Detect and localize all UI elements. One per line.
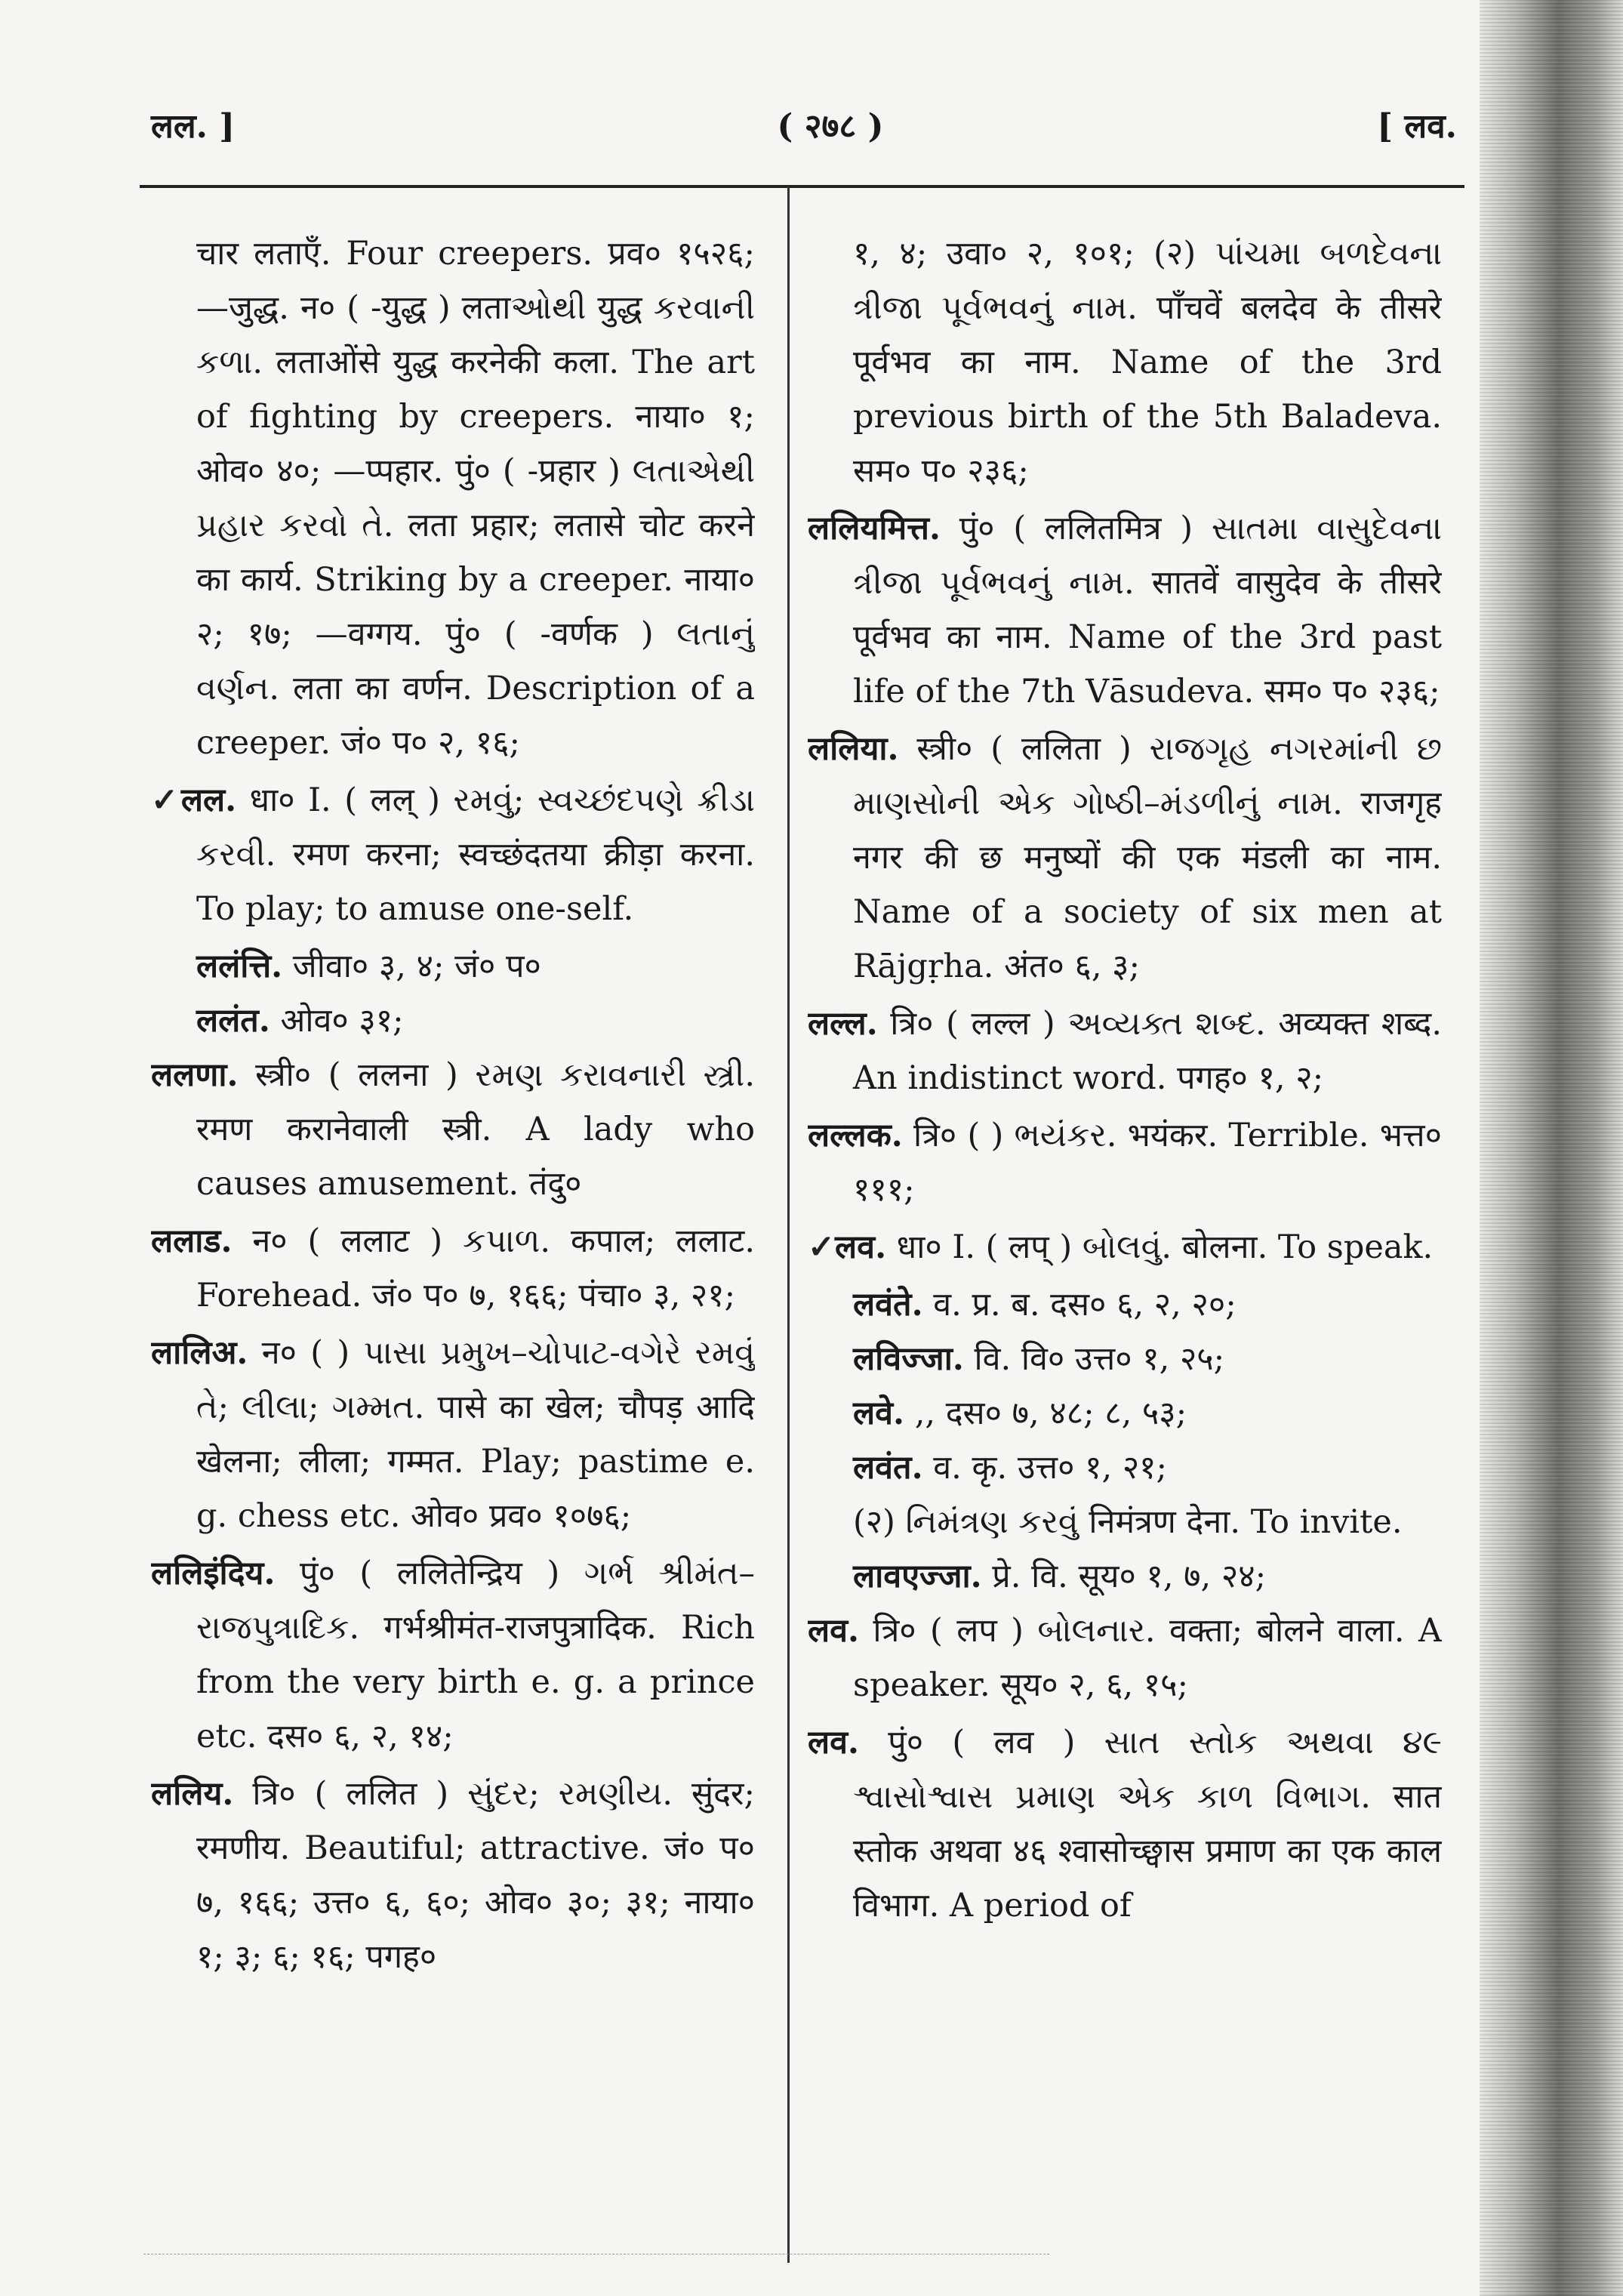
right-column [808, 227, 1442, 2235]
dictionary-entry [151, 1214, 755, 1323]
dictionary-entry [808, 1220, 1442, 1274]
dictionary-entry [151, 1326, 755, 1543]
entry-definition: व. कृ. उत्त० १, २१; [922, 1449, 1168, 1487]
entry-definition: ओव० ३१; [269, 1002, 404, 1040]
headword: ललंत्ति. [196, 948, 283, 985]
headword: ललिय. [151, 1775, 234, 1813]
check-mark-icon: ✓ [808, 1228, 836, 1266]
entry-definition: व. प्र. ब. दस० ६, २, २०; [922, 1286, 1236, 1324]
headword: लल. [180, 781, 237, 819]
dictionary-entry [151, 1048, 755, 1211]
headword: लव. [808, 1612, 860, 1650]
sub-entry [151, 994, 755, 1048]
entry-definition: धा० I. ( लप् ) બોલવું. बोलना. To speak. [886, 1228, 1434, 1266]
entry-definition: स्त्री० ( ललिता ) રાજગૃહ નગરમાંની છ માણસોની એક ગોષ્ઠી–મંડળીનું નામ. राजगृह नगर की छ मनुष्यों की एक मंडली का नाम. Name of a society of six men at Rājgṛha. अंत० ६, ३; [853, 730, 1442, 985]
dictionary-entry [808, 1108, 1442, 1217]
entry-definition: वि. वि० उत्त० १, २५; [963, 1340, 1225, 1378]
headword: लालिअ. [151, 1334, 248, 1372]
entry-definition: त्रि० ( ललित ) સુંદર; રમણીય. सुंदर; रमणीय. Beautiful; attractive. जं० प० ७, १६६; उत्त० ६, ६०; ओव० ३०; ३१; नाया० १; ३; ६; १६; पगह० [196, 1775, 755, 1976]
headword: ललणा. [151, 1056, 239, 1094]
headword: ललंत. [196, 1002, 270, 1040]
entry-definition: न० ( ) પાસા પ્રમુખ–ચોપાટ-વગેરે રમવું તે; લીલા; ગમ્મત. पासे का खेल; चौपड़ आदि खेलना; लीला; गम्मत. Play; pastime e. g. chess etc. ओव० प्रव० १०७६; [196, 1334, 755, 1535]
headword: लावएज्जा. [853, 1558, 982, 1595]
entry-definition: न० ( ललाट ) કપાળ. कपाल; ललाट. Forehead. जं० प० ७, १६६; पंचा० ३, २१; [196, 1222, 755, 1314]
entry-definition: जीवा० ३, ४; जं० प० [282, 948, 541, 985]
header-left-guide-word: लल. ] [151, 107, 236, 146]
headword: लवंते. [853, 1286, 923, 1324]
sub-entry [151, 939, 755, 994]
entry-definition: (२) નિમંત્રણ કરવું निमंत्रण देना. To invite. [853, 1503, 1403, 1541]
column-divider [787, 186, 790, 2263]
left-column [151, 227, 755, 2235]
dictionary-entry [151, 1767, 755, 1984]
entry-definition: त्रि० ( लप ) બોલનાર. वक्ता; बोलने वाला. A speaker. सूय० २, ६, १५; [853, 1612, 1442, 1704]
entry-definition: चार लताएँ. Four creepers. प्रव० १५२६; —जुद्ध. न० ( -युद्ध ) लताઓથી युद्ध કરવાની કળા. लताओंसे युद्ध करनेकी कला. The art of fighting by creepers. नाया० १; ओव० ४०; —प्पहार. पुं० ( -प्रहार ) લતાએથી પ્રહાર કરવો તે. लता प्रहार; लतासे चोट करने का कार्य. Striking by a creeper. नाया० २; १७; —वग्गय. पुं० ( -वर्णक ) લતાનું વર્ણન. लता का वर्णन. Description of a creeper. जं० प० २, १६; [196, 235, 755, 762]
entry-definition: स्त्री० ( ललना ) રમણ કરાવનારી સ્ત્રી. रमण करानेवाली स्त्री. A lady who causes amusement. तंदु० [196, 1056, 755, 1203]
dictionary-entry [808, 997, 1442, 1105]
entry-definition: त्रि० ( लल्ल ) અવ્યક્ત શબ્દ. अव्यक्त शब्द. An indistinct word. पगह० १, २; [853, 1005, 1442, 1097]
sub-entry [808, 1549, 1442, 1604]
sub-entry [808, 1495, 1442, 1549]
entry-definition: पुं० ( लव ) સાત સ્તોક અથવા ૪૯ શ્વાસોશ્વાસ પ્રમાણ એક કાળ વિભાગ. सात स्तोक अथवा ४६ श्वासोच्छ्वास प्रमाण का एक काल विभाग. A period of [853, 1724, 1442, 1925]
entry-definition: धा० I. ( लल् ) રમવું; સ્વચ્છંદપણે ક્રીડા કરવી. रमण करना; स्वच्छंदतया क्रीड़ा करना. To play; to amuse one-self. [196, 781, 755, 928]
entry-definition: १, ४; उवा० २, १०१; (२) પાંચમા બળદેવના ત્રીજા પૂર્વભવનું નામ. पाँचवें बलदेव के तीसरे पूर्वभव का नाम. Name of the 3rd previous birth of the 5th Baladeva. सम० प० २३६; [853, 235, 1442, 490]
headword: लल्ल. [808, 1005, 878, 1043]
sub-entry [808, 1386, 1442, 1441]
headword: ललिया. [808, 730, 899, 768]
sub-entry [808, 1441, 1442, 1495]
dictionary-entry [808, 1715, 1442, 1933]
dictionary-entry [808, 501, 1442, 719]
dictionary-entry [808, 227, 1442, 498]
headword: लवंत. [853, 1449, 923, 1487]
headword: ललाड. [151, 1222, 233, 1260]
headword: लव. [835, 1228, 887, 1266]
headword: ललियमित्त. [808, 510, 941, 547]
entry-definition: ,, दस० ७, ४८; ८, ५३; [904, 1395, 1187, 1432]
page-number: ( २७८ ) [777, 107, 884, 146]
dictionary-entry [808, 1604, 1442, 1712]
headword: लव. [808, 1724, 860, 1761]
headword: लवे. [853, 1395, 905, 1432]
dictionary-entry [151, 773, 755, 936]
entry-definition: प्रे. वि. सूय० १, ७, २४; [981, 1558, 1267, 1595]
headword: लल्लक. [808, 1117, 903, 1154]
check-mark-icon: ✓ [151, 781, 181, 819]
scan-binding-edge [1480, 0, 1623, 2296]
dictionary-entry [151, 1546, 755, 1764]
headword: ललिइंदिय. [151, 1555, 276, 1592]
dictionary-entry [151, 227, 755, 770]
sub-entry [808, 1332, 1442, 1386]
page-header [151, 102, 1457, 162]
entry-definition: पुं० ( ललितमित्र ) સાતમા વાસુદેવના ત્રીજા પૂર્વભવનું નામ. सातवें वासुदेव के तीसरे पूर्वभव का नाम. Name of the 3rd past life of the 7th Vāsudeva. सम० प० २३६; [853, 510, 1442, 710]
sub-entry [808, 1277, 1442, 1332]
headword: लविज्जा. [853, 1340, 964, 1378]
header-right-guide-word: [ लव. [1377, 107, 1457, 146]
header-rule [140, 185, 1464, 188]
entry-definition: पुं० ( ललितेन्द्रिय ) ગર્ભ શ્રીમંત–રાજપુત્રાદિક. गर्भश्रीमंत-राजपुत्रादिक. Rich from the very birth e. g. a prince etc. दस० ६, २, १४; [196, 1555, 755, 1755]
entry-definition: त्रि० ( ) ભયંકર. भयंकर. Terrible. भत्त० १११; [853, 1117, 1442, 1209]
dictionary-entry [808, 722, 1442, 994]
